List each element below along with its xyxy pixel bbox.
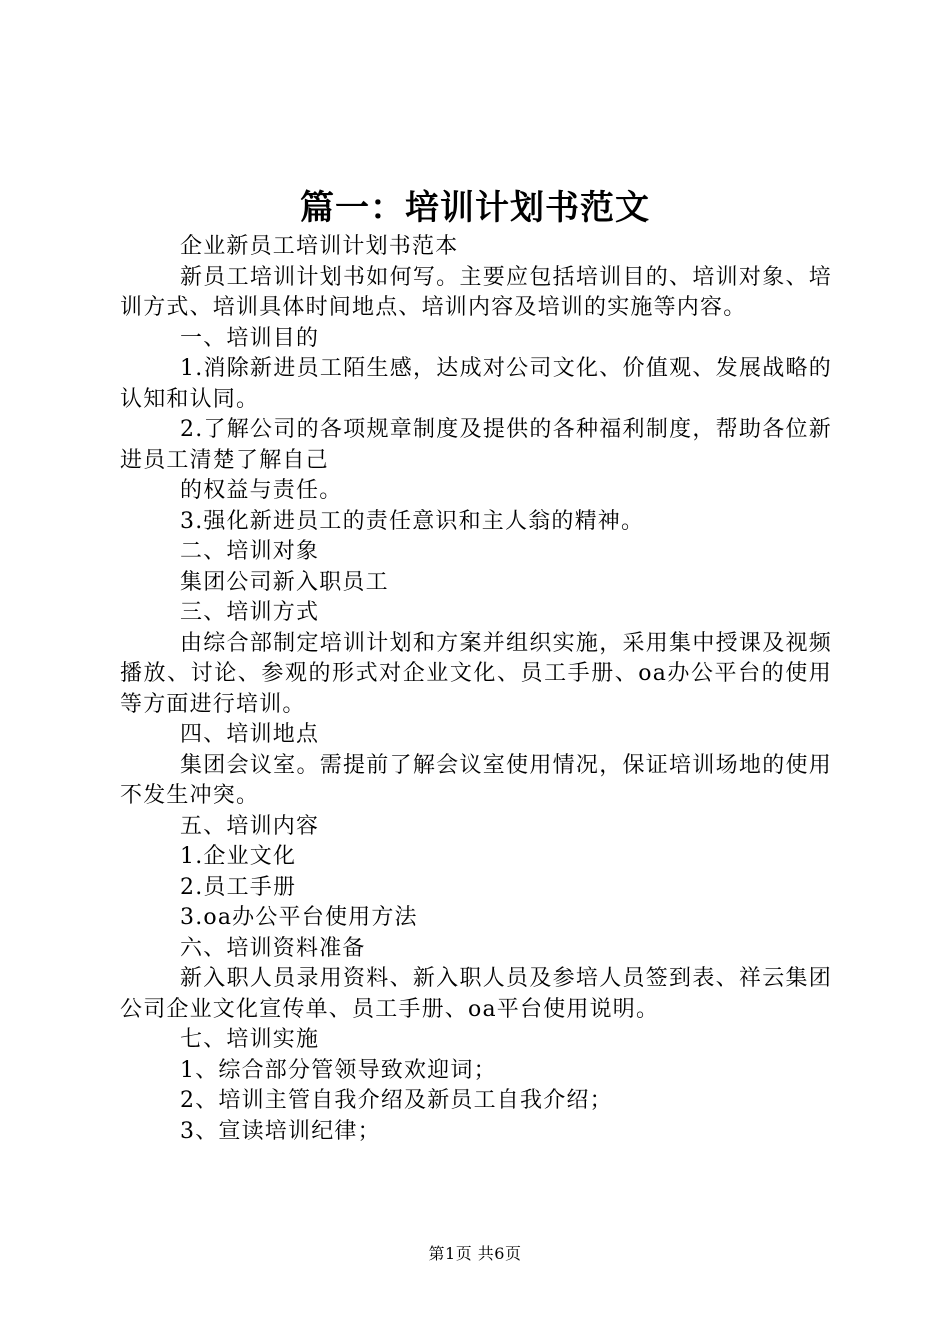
list-item: 2.了解公司的各项规章制度及提供的各种福利制度，帮助各位新进员工清楚了解自己	[120, 417, 832, 473]
list-item: 1.消除新进员工陌生感，达成对公司文化、价值观、发展战略的认知和认同。	[120, 356, 832, 412]
paragraph: 集团会议室。需提前了解会议室使用情况，保证培训场地的使用不发生冲突。	[120, 752, 832, 808]
paragraph: 由综合部制定培训计划和方案并组织实施，采用集中授课及视频播放、讨论、参观的形式对企业文化、员工手册、oa办公平台的使用等方面进行培训。	[120, 630, 832, 717]
section-heading: 二、培训对象	[180, 539, 320, 564]
section-heading: 六、培训资料准备	[180, 935, 366, 961]
section-heading: 三、培训方式	[180, 600, 320, 625]
list-item: 3、宣读培训纪律；	[180, 1118, 381, 1144]
document-title: 篇一：培训计划书范文	[300, 188, 650, 228]
paragraph: 企业新员工培训计划书范本	[180, 234, 459, 259]
section-heading: 五、培训内容	[180, 813, 320, 839]
list-item: 2、培训主管自我介绍及新员工自我介绍；	[180, 1088, 613, 1113]
paragraph: 集团公司新入职员工	[180, 569, 389, 595]
paragraph: 新员工培训计划书如何写。主要应包括培训目的、培训对象、培训方式、培训具体时间地点、培训内容及培训的实施等内容。	[120, 264, 832, 320]
paragraph: 的权益与责任。	[180, 478, 343, 503]
document-body	[120, 232, 832, 1147]
list-item: 1.企业文化	[180, 844, 297, 869]
section-heading: 一、培训目的	[180, 325, 320, 351]
list-item: 3.强化新进员工的责任意识和主人翁的精神。	[180, 508, 645, 534]
page-footer: 第1页 共6页	[428, 1244, 522, 1263]
list-item: 1、综合部分管领导致欢迎词；	[180, 1057, 497, 1083]
section-heading: 四、培训地点	[180, 722, 320, 747]
list-item: 3.oa办公平台使用方法	[180, 905, 418, 930]
paragraph: 新入职人员录用资料、新入职人员及参培人员签到表、祥云集团公司企业文化宣传单、员工手册、oa平台使用说明。	[120, 966, 832, 1022]
section-heading: 七、培训实施	[180, 1027, 320, 1052]
list-item: 2.员工手册	[180, 874, 297, 900]
